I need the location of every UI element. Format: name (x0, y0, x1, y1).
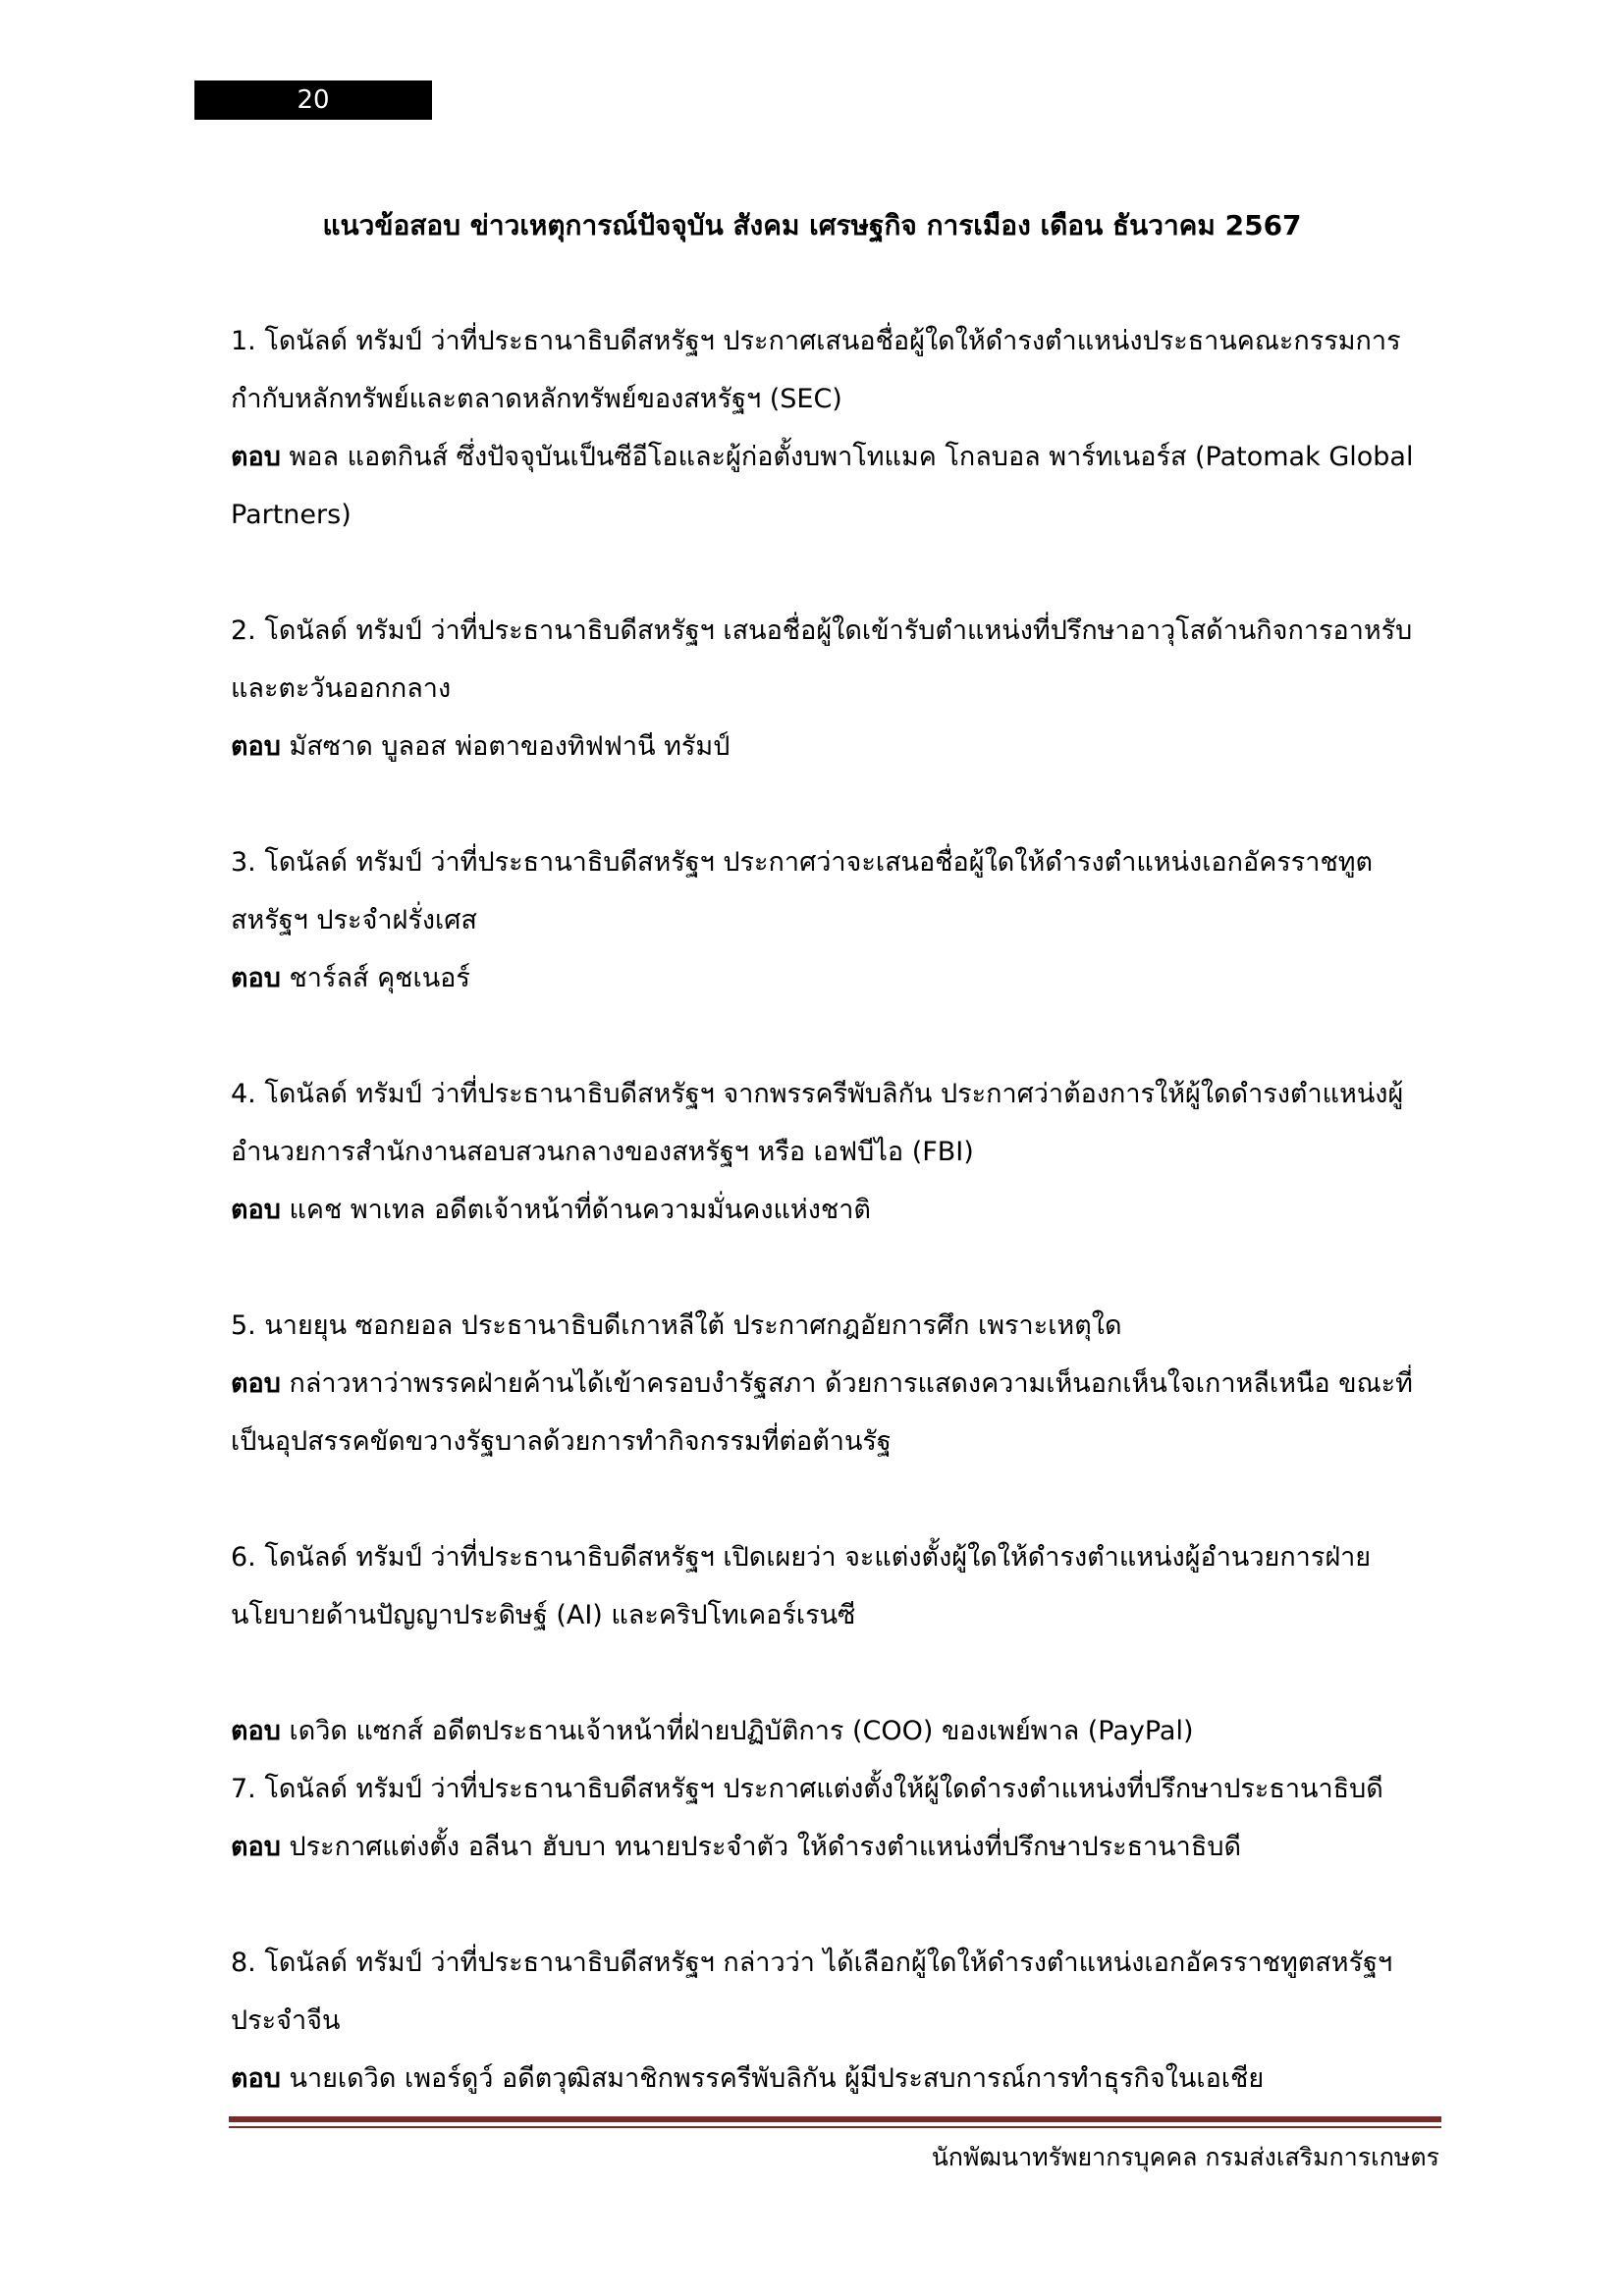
answer-text: นายเดวิด เพอร์ดูว์ อดีตวุฒิสมาชิกพรรครีพับลิกัน ผู้มีประสบการณ์การทำธุรกิจในเอเชีย (289, 2063, 1265, 2094)
answer (231, 1818, 1438, 1876)
answer-text: ชาร์ลส์ คุชเนอร์ (289, 963, 470, 993)
question-item-6 (231, 1528, 1438, 1760)
answer-label: ตอบ (231, 1368, 281, 1399)
answer (231, 718, 1438, 775)
question-item-5 (231, 1297, 1438, 1470)
question-text: 7. โดนัลด์ ทรัมป์ ว่าที่ประธานาธิบดีสหรัฐฯ ประกาศแต่งตั้งให้ผู้ใดดำรงตำแหน่งที่ปรึกษาประธานาธิบดี (231, 1774, 1383, 1804)
answer-text: เดวิด แซกส์ อดีตประธานเจ้าหน้าที่ฝ่ายปฏิบัติการ (COO) ของเพย์พาล (PayPal) (289, 1716, 1194, 1746)
answer-label: ตอบ (231, 963, 281, 993)
footer-divider (229, 2116, 1441, 2122)
answer (231, 1181, 1438, 1239)
answer-label: ตอบ (231, 1832, 281, 1862)
footer-text: นักพัฒนาทรัพยากรบุคคล กรมส่งเสริมการเกษตร (931, 2143, 1439, 2171)
page-number: 20 (194, 80, 432, 120)
answer-label: ตอบ (231, 1195, 281, 1225)
question-item-8 (231, 1934, 1438, 2108)
question-text: 3. โดนัลด์ ทรัมป์ ว่าที่ประธานาธิบดีสหรัฐฯ ประกาศว่าจะเสนอชื่อผู้ใดให้ดำรงตำแหน่งเอกอัครราชทูตสหรัฐฯ ประจำฝรั่งเศส (231, 847, 1374, 935)
question-item-3 (231, 833, 1438, 1007)
question-list (231, 312, 1438, 2108)
answer (231, 1355, 1438, 1470)
answer-text: พอล แอตกินส์ ซึ่งปัจจุบันเป็นซีอีโอและผู้ก่อตั้งบพาโทแมค โกลบอล พาร์ทเนอร์ส (Patomak Global Partners) (231, 442, 1414, 530)
answer-text: กล่าวหาว่าพรรคฝ่ายค้านได้เข้าครอบงำรัฐสภา ด้วยการแสดงความเห็นอกเห็นใจเกาหลีเหนือ ขณะที่เป็นอุปสรรคขัดขวางรัฐบาลด้วยการทำกิจกรรมที่ต่อต้านรัฐ (231, 1368, 1413, 1457)
question-text: 8. โดนัลด์ ทรัมป์ ว่าที่ประธานาธิบดีสหรัฐฯ กล่าวว่า ได้เลือกผู้ใดให้ดำรงตำแหน่งเอกอัครราชทูตสหรัฐฯ ประจำจีน (231, 1948, 1393, 2036)
answer-text: ประกาศแต่งตั้ง อลีนา ฮับบา ทนายประจำตัว ให้ดำรงตำแหน่งที่ปรึกษาประธานาธิบดี (289, 1832, 1241, 1862)
answer-text: แคช พาเทล อดีตเจ้าหน้าที่ด้านความมั่นคงแห่งชาติ (289, 1195, 871, 1225)
question-text: 4. โดนัลด์ ทรัมป์ ว่าที่ประธานาธิบดีสหรัฐฯ จากพรรครีพับลิกัน ประกาศว่าต้องการให้ผู้ใดดำรงตำแหน่งผู้อำนวยการสำนักงานสอบสวนกลางของสหรัฐฯ หรือ เอฟบีไอ (FBI) (231, 1079, 1404, 1167)
question-text: 5. นายยุน ซอกยอล ประธานาธิบดีเกาหลีใต้ ประกาศกฎอัยการศึก เพราะเหตุใด (231, 1310, 1122, 1341)
question-text: 6. โดนัลด์ ทรัมป์ ว่าที่ประธานาธิบดีสหรัฐฯ เปิดเผยว่า จะแต่งตั้งผู้ใดให้ดำรงตำแหน่งผู้อำนวยการฝ่ายนโยบายด้านปัญญาประดิษฐ์ (AI) และคริปโทเคอร์เรนซี (231, 1542, 1372, 1630)
answer (231, 949, 1438, 1007)
answer-text: มัสซาด บูลอส พ่อตาของทิฟฟานี ทรัมป์ (289, 731, 731, 762)
question-item-7 (231, 1760, 1438, 1876)
page-title: แนวข้อสอบ ข่าวเหตุการณ์ปัจจุบัน สังคม เศรษฐกิจ การเมือง เดือน ธันวาคม 2567 (322, 209, 1302, 241)
footer-divider-thin (229, 2126, 1441, 2128)
answer-label: ตอบ (231, 2063, 281, 2094)
blank-line (231, 1644, 1438, 1702)
answer-label: ตอบ (231, 442, 281, 472)
question-item-4 (231, 1065, 1438, 1239)
answer (231, 2050, 1438, 2108)
question-item-1 (231, 312, 1438, 544)
question-text: 2. โดนัลด์ ทรัมป์ ว่าที่ประธานาธิบดีสหรัฐฯ เสนอชื่อผู้ใดเข้ารับตำแหน่งที่ปรึกษาอาวุโสด้านกิจการอาหรับและตะวันออกกลาง (231, 615, 1413, 704)
question-item-2 (231, 602, 1438, 775)
question-text: 1. โดนัลด์ ทรัมป์ ว่าที่ประธานาธิบดีสหรัฐฯ ประกาศเสนอชื่อผู้ใดให้ดำรงตำแหน่งประธานคณะกรรมการกำกับหลักทรัพย์และตลาดหลักทรัพย์ของสหรัฐฯ (SEC) (231, 326, 1401, 414)
answer (231, 428, 1438, 544)
answer-label: ตอบ (231, 1716, 281, 1746)
answer-label: ตอบ (231, 731, 281, 762)
answer (231, 1702, 1438, 1760)
